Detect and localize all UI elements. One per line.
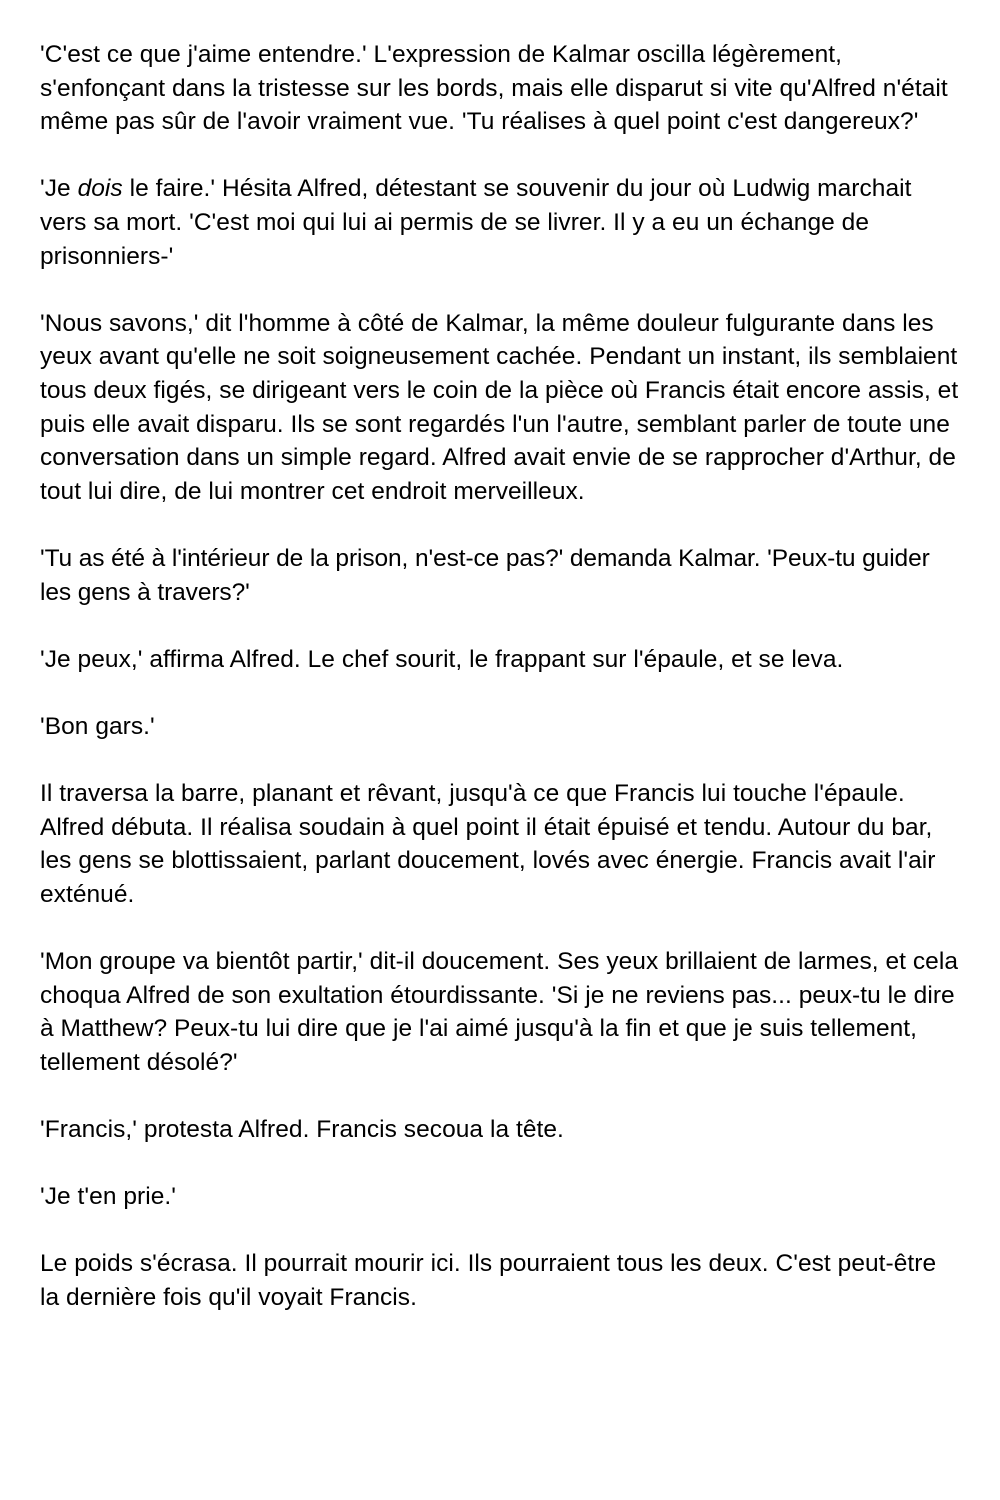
paragraph-9: 'Francis,' protesta Alfred. Francis secoua la tête. [40, 1116, 564, 1143]
document-page [40, 38, 960, 1315]
paragraph-2 [40, 172, 960, 273]
paragraph-2-emphasis: dois [77, 175, 123, 203]
paragraph-4: 'Tu as été à l'intérieur de la prison, n'est-ce pas?' demanda Kalmar. 'Peux-tu guider les gens à travers?' [40, 544, 930, 606]
paragraph-10: 'Je t'en prie.' [40, 1183, 176, 1211]
paragraph-5: 'Je peux,' affirma Alfred. Le chef sourit, le frappant sur l'épaule, et se leva. [40, 645, 844, 673]
paragraph-2-after: le faire.' Hésita Alfred, détestant se souvenir du jour où Ludwig marchait vers sa mort. 'C'est moi qui lui ai permis de se livrer. Il y a eu un échange de prisonniers-' [40, 175, 912, 270]
paragraph-7: Il traversa la barre, planant et rêvant, jusqu'à ce que Francis lui touche l'épaule. Alfred débuta. Il réalisa soudain à quel point il était épuisé et tendu. Autour du bar, les gens se blottissaient, parlant doucement, lovés avec énergie. Francis avait l'air exténué. [40, 780, 936, 908]
paragraph-1: 'C'est ce que j'aime entendre.' L'expression de Kalmar oscilla légèrement, s'enfonçant dans la tristesse sur les bords, mais elle disparut si vite qu'Alfred n'était même pas sûr de l'avoir vraiment vue. 'Tu réalises à quel point c'est dangereux?' [40, 41, 948, 136]
paragraph-6: 'Bon gars.' [40, 712, 155, 740]
paragraph-3: 'Nous savons,' dit l'homme à côté de Kalmar, la même douleur fulgurante dans les yeux avant qu'elle ne soit soigneusement cachée. Pendant un instant, ils semblaient tous deux figés, se dirigeant vers le coin de la pièce où Francis était encore assis, et puis elle avait disparu. Ils se sont regardés l'un l'autre, semblant parler de toute une conversation dans un simple regard. Alfred avait envie de se rapprocher d'Arthur, de tout lui dire, de lui montrer cet endroit merveilleux. [40, 309, 959, 505]
paragraph-8: 'Mon groupe va bientôt partir,' dit-il doucement. Ses yeux brillaient de larmes, et cela choqua Alfred de son exultation étourdissante. 'Si je ne reviens pas... peux-tu le dire à Matthew? Peux-tu lui dire que je l'ai aimé jusqu'à la fin et que je suis tellement, tellement désolé?' [40, 948, 959, 1076]
paragraph-11: Le poids s'écrasa. Il pourrait mourir ici. Ils pourraient tous les deux. C'est peut-être la dernière fois qu'il voyait Francis. [40, 1250, 937, 1311]
paragraph-2-before: 'Je [40, 175, 78, 203]
